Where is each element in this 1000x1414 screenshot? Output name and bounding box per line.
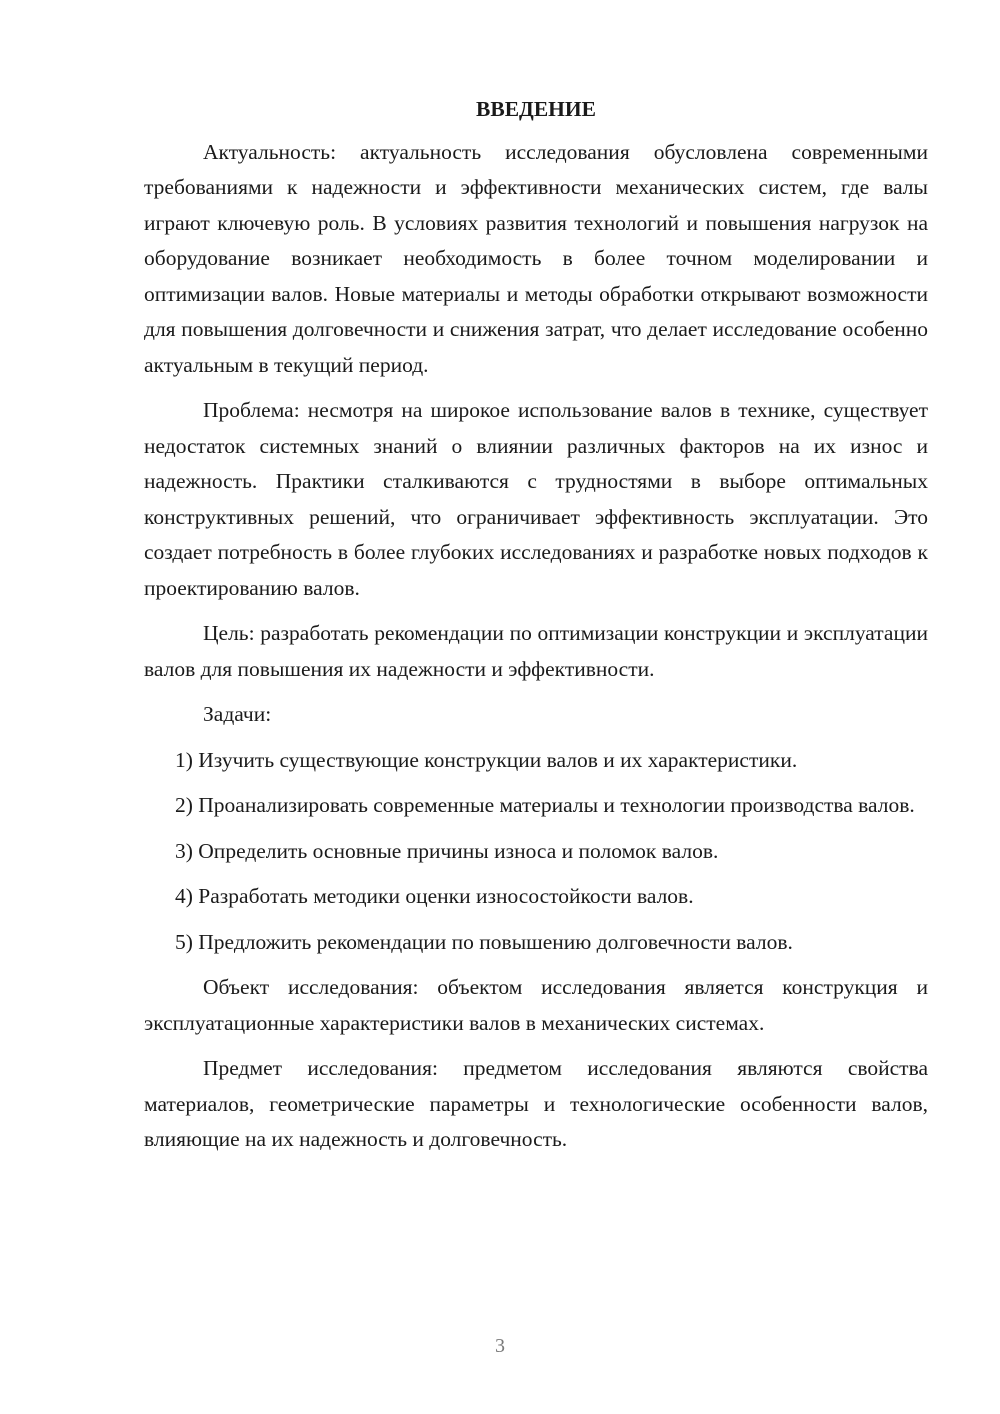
- page-title: ВВЕДЕНИЕ: [476, 97, 596, 121]
- page-content: [144, 92, 928, 1168]
- task-item: 4) Разработать методики оценки износостойкости валов.: [175, 884, 694, 908]
- task-item: 1) Изучить существующие конструкции валов и их характеристики.: [175, 747, 798, 772]
- task-item: 2) Проанализировать современные материалы и технологии производства валов.: [175, 793, 915, 817]
- subject-paragraph: Предмет исследования: предметом исследования являются свойства материалов, геометрические параметры и технологические особенности валов, влияющие на их надежность и долговечность.: [144, 1056, 928, 1151]
- task-item: 3) Определить основные причины износа и поломок валов.: [175, 838, 719, 863]
- object-paragraph: Объект исследования: объектом исследования является конструкция и эксплуатационные характеристики валов в механических системах.: [144, 975, 928, 1035]
- problem-paragraph: Проблема: несмотря на широкое использование валов в технике, существует недостаток системных знаний о влиянии различных факторов на их износ и надежность. Практики сталкиваются с трудностями в выборе оптимальных конструктивных решений, что ограничивает эффективность эксплуатации. Это создает потребность в более глубоких исследованиях и разработке новых подходов к проектированию валов.: [144, 398, 928, 600]
- tasks-label: Задачи:: [203, 702, 272, 726]
- goal-paragraph: Цель: разработать рекомендации по оптимизации конструкции и эксплуатации валов для повышения их надежности и эффективности.: [144, 621, 928, 681]
- task-item: 5) Предложить рекомендации по повышению долговечности валов.: [175, 929, 793, 954]
- page-number: 3: [495, 1335, 505, 1357]
- relevance-paragraph: Актуальность: актуальность исследования обусловлена современными требованиями к надежности и эффективности механических систем, где валы играют ключевую роль. В условиях развития технологий и повышения нагрузок на оборудование возникает необходимость в более точном моделировании и оптимизации валов. Новые материалы и методы обработки открывают возможности для повышения долговечности и снижения затрат, что делает исследование особенно актуальным в текущий период.: [144, 139, 928, 377]
